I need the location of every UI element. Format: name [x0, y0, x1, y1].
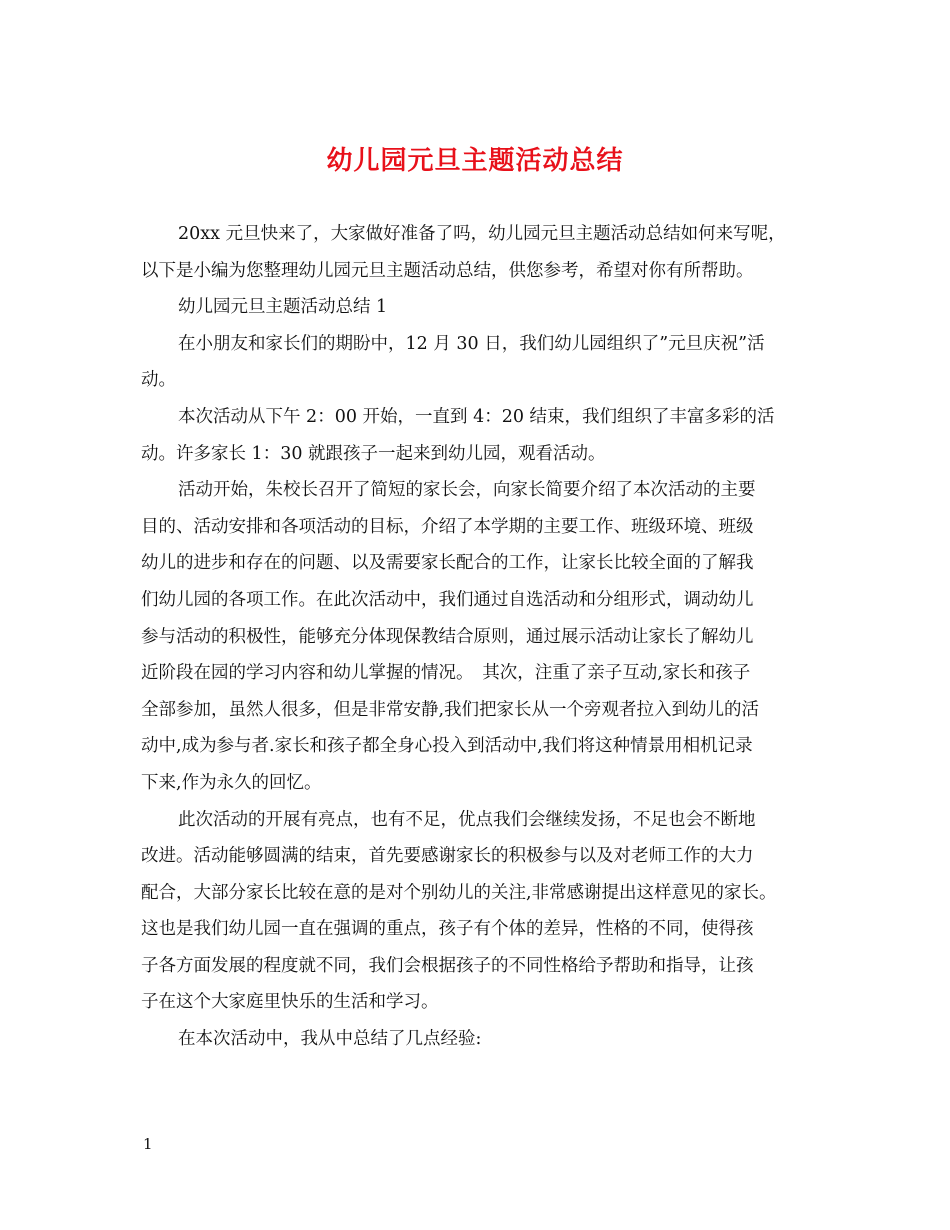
body-line: 本次活动从下午 2：00 开始，一直到 4：20 结束，我们组织了丰富多彩的活 — [178, 406, 775, 427]
body-line: 全部参加，虽然人很多，但是非常安静,我们把家长从一个旁观者拉入到幼儿的活 — [141, 699, 760, 720]
body-line: 近阶段在园的学习内容和幼儿掌握的情况。 其次，注重了亲子互动,家长和孩子 — [141, 663, 751, 684]
body-line: 动。 — [141, 370, 176, 391]
body-line: 参与活动的积极性，能够充分体现保教结合原则，通过展示活动让家长了解幼儿 — [141, 626, 754, 647]
body-line: 目的、活动安排和各项活动的目标，介绍了本学期的主要工作、班级环境、班级 — [141, 516, 754, 537]
body-line: 们幼儿园的各项工作。在此次活动中，我们通过自选活动和分组形式，调动幼儿 — [141, 589, 754, 610]
body-line: 在小朋友和家长们的期盼中，12 月 30 日，我们幼儿园组织了”元旦庆祝”活 — [178, 333, 765, 354]
body-line: 改进。活动能够圆满的结束，首先要感谢家长的积极参与以及对老师工作的大力 — [141, 846, 754, 867]
body-line: 此次活动的开展有亮点，也有不足，优点我们会继续发扬，不足也会不断地 — [178, 809, 756, 830]
body-line: 下来,作为永久的回忆。 — [141, 772, 322, 793]
body-line: 20xx 元旦快来了，大家做好准备了吗，幼儿园元旦主题活动总结如何来写呢， — [178, 224, 786, 244]
body-line: 子在这个大家庭里快乐的生活和学习。 — [141, 992, 439, 1013]
body-line: 动。许多家长 1：30 就跟孩子一起来到幼儿园，观看活动。 — [141, 443, 606, 464]
body-line: 以下是小编为您整理幼儿园元旦主题活动总结，供您参考，希望对你有所帮助。 — [141, 260, 754, 281]
document-body — [141, 216, 821, 1058]
body-line: 子各方面发展的程度就不同，我们会根据孩子的不同性格给予帮助和指导，让孩 — [141, 955, 754, 976]
page-number: 1 — [143, 1135, 153, 1153]
body-line: 在本次活动中，我从中总结了几点经验: — [178, 1029, 482, 1050]
body-line: 动中,成为参与者.家长和孩子都全身心投入到活动中,我们将这种情景用相机记录 — [141, 736, 753, 757]
body-line: 幼儿的进步和存在的问题、以及需要家长配合的工作，让家长比较全面的了解我 — [141, 553, 754, 574]
body-line: 这也是我们幼儿园一直在强调的重点，孩子有个体的差异，性格的不同，使得孩 — [141, 919, 754, 940]
body-line: 配合，大部分家长比较在意的是对个别幼儿的关注,非常感谢提出这样意见的家长。 — [141, 882, 777, 903]
body-line: 活动开始，朱校长召开了简短的家长会，向家长简要介绍了本次活动的主要 — [178, 480, 756, 501]
document-title: 幼儿园元旦主题活动总结 — [326, 146, 624, 176]
section-heading: 幼儿园元旦主题活动总结 1 — [178, 297, 388, 318]
